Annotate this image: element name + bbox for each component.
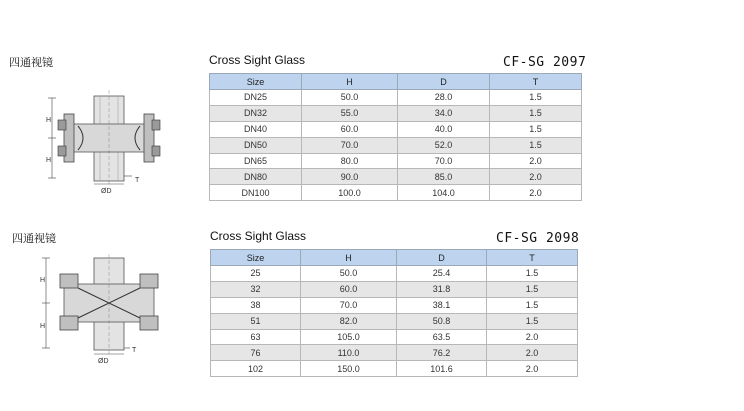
cell-t: 1.5 — [490, 105, 582, 121]
cell-h: 150.0 — [301, 361, 397, 377]
cell-h: 60.0 — [302, 121, 398, 137]
dim-label-h-lower: H — [40, 323, 46, 330]
product-code: CF-SG 2098 — [496, 231, 580, 246]
cell-d: 34.0 — [398, 105, 490, 121]
cell-size: 32 — [211, 281, 301, 297]
column-header-d: D — [398, 74, 490, 90]
table-row — [210, 153, 582, 169]
dim-label-t: T — [135, 177, 140, 184]
cell-d: 70.0 — [398, 153, 490, 169]
product-title: Cross Sight Glass — [210, 229, 307, 243]
cell-d: 76.2 — [397, 345, 487, 361]
cell-d: 85.0 — [398, 169, 490, 185]
cell-size: DN40 — [210, 121, 302, 137]
cell-t: 2.0 — [487, 329, 578, 345]
cell-t: 1.5 — [487, 281, 578, 297]
cell-h: 82.0 — [301, 313, 397, 329]
cell-t: 1.5 — [487, 266, 578, 282]
cell-t: 2.0 — [490, 169, 582, 185]
cell-size: DN65 — [210, 153, 302, 169]
cross-sight-glass-drawing — [38, 252, 178, 370]
cell-d: 28.0 — [398, 90, 490, 106]
column-header-t: T — [490, 74, 582, 90]
dim-label-h-upper: H — [46, 117, 52, 124]
cell-t: 2.0 — [487, 361, 578, 377]
cell-h: 50.0 — [301, 266, 397, 282]
cell-h: 50.0 — [302, 90, 398, 106]
table-row — [210, 185, 582, 201]
cell-d: 101.6 — [397, 361, 487, 377]
table-row — [210, 105, 582, 121]
cell-h: 105.0 — [301, 329, 397, 345]
cell-size: 25 — [211, 266, 301, 282]
table-row — [210, 137, 582, 153]
cell-size: 102 — [211, 361, 301, 377]
spec-table — [209, 73, 582, 201]
cell-t: 1.5 — [490, 90, 582, 106]
table-row — [210, 169, 582, 185]
table-header-row — [211, 250, 578, 266]
cell-d: 38.1 — [397, 297, 487, 313]
column-header-size: Size — [210, 74, 302, 90]
chinese-title: 四通视镜 — [9, 56, 53, 69]
dim-label-h-lower: H — [46, 157, 52, 164]
cell-size: 38 — [211, 297, 301, 313]
cell-t: 2.0 — [487, 345, 578, 361]
cell-h: 70.0 — [301, 297, 397, 313]
cell-d: 63.5 — [397, 329, 487, 345]
cell-d: 40.0 — [398, 121, 490, 137]
cell-size: DN50 — [210, 137, 302, 153]
product-title: Cross Sight Glass — [209, 53, 306, 67]
spec-table — [210, 249, 578, 377]
cell-h: 80.0 — [302, 153, 398, 169]
dim-label-od: ØD — [101, 188, 112, 195]
cell-h: 110.0 — [301, 345, 397, 361]
cell-d: 104.0 — [398, 185, 490, 201]
cell-size: DN32 — [210, 105, 302, 121]
dim-label-t: T — [132, 347, 137, 354]
chinese-title: 四通视镜 — [12, 232, 56, 245]
product-code: CF-SG 2097 — [503, 55, 587, 70]
table-row — [211, 361, 578, 377]
cell-t: 2.0 — [490, 185, 582, 201]
column-header-d: D — [397, 250, 487, 266]
cell-d: 31.8 — [397, 281, 487, 297]
cell-t: 1.5 — [490, 137, 582, 153]
column-header-h: H — [301, 250, 397, 266]
cell-size: DN100 — [210, 185, 302, 201]
cell-h: 60.0 — [301, 281, 397, 297]
cell-size: 76 — [211, 345, 301, 361]
dim-label-od: ØD — [98, 358, 109, 365]
cell-d: 25.4 — [397, 266, 487, 282]
cell-t: 1.5 — [487, 297, 578, 313]
table-row — [211, 329, 578, 345]
column-header-size: Size — [211, 250, 301, 266]
cell-t: 1.5 — [487, 313, 578, 329]
cell-t: 1.5 — [490, 121, 582, 137]
cell-d: 52.0 — [398, 137, 490, 153]
table-row — [210, 90, 582, 106]
cell-size: 51 — [211, 313, 301, 329]
cell-size: DN25 — [210, 90, 302, 106]
cell-h: 100.0 — [302, 185, 398, 201]
table-row — [211, 266, 578, 282]
column-header-h: H — [302, 74, 398, 90]
cell-t: 2.0 — [490, 153, 582, 169]
cell-h: 70.0 — [302, 137, 398, 153]
cell-size: DN80 — [210, 169, 302, 185]
table-row — [211, 313, 578, 329]
dim-label-h-upper: H — [40, 277, 46, 284]
table-row — [211, 345, 578, 361]
table-row — [211, 297, 578, 313]
table-row — [211, 281, 578, 297]
table-header-row — [210, 74, 582, 90]
cell-h: 55.0 — [302, 105, 398, 121]
cell-d: 50.8 — [397, 313, 487, 329]
cell-h: 90.0 — [302, 169, 398, 185]
cross-sight-glass-drawing — [44, 86, 164, 196]
column-header-t: T — [487, 250, 578, 266]
cell-size: 63 — [211, 329, 301, 345]
table-row — [210, 121, 582, 137]
